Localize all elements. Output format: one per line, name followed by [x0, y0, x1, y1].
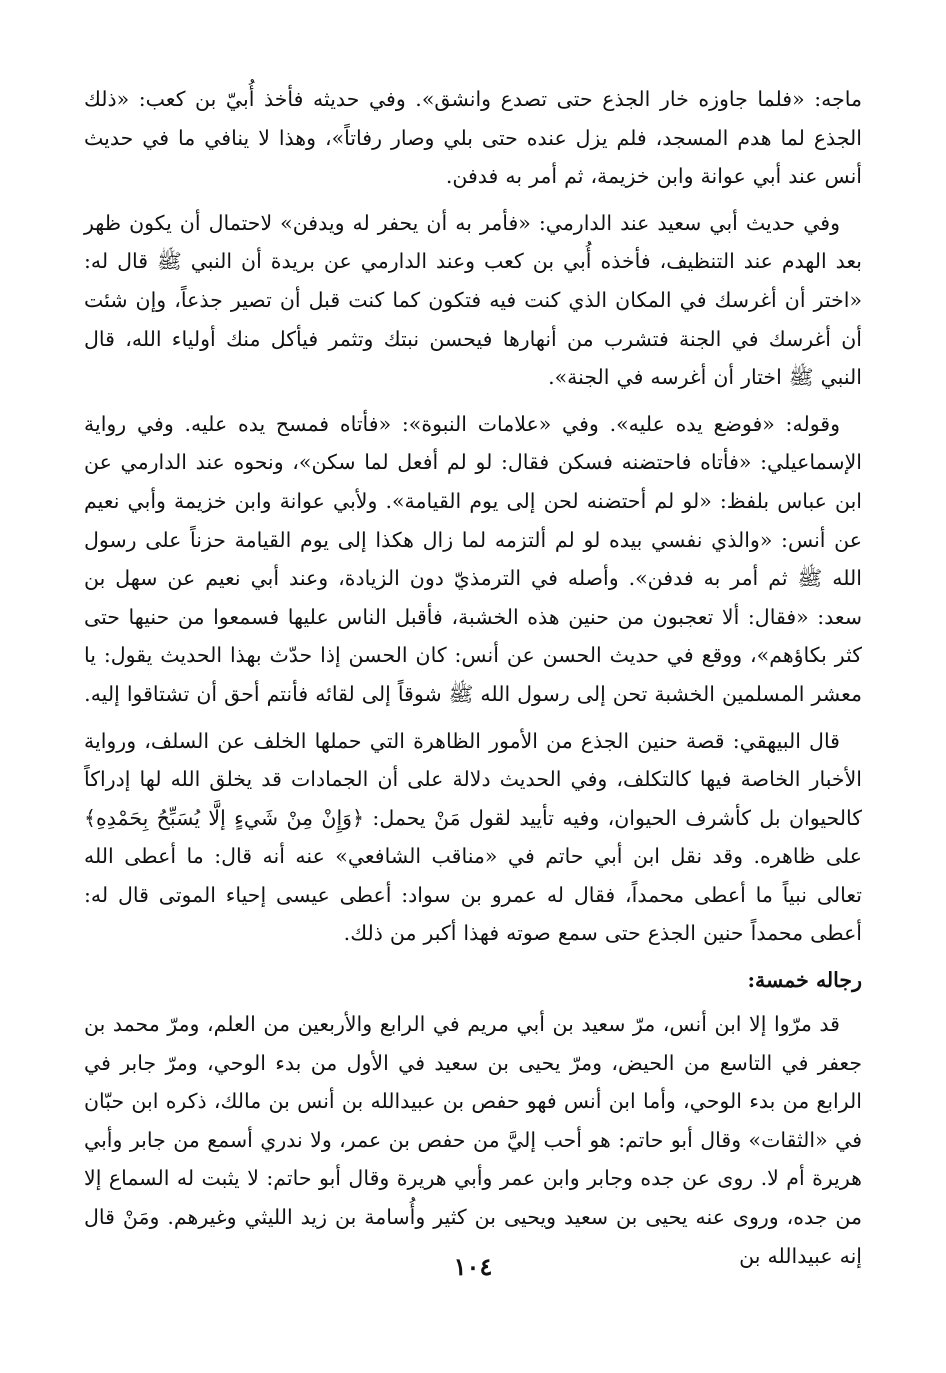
book-page: [84, 80, 862, 1280]
paragraph-1: ماجه: «فلما جاوزه خار الجذع حتى تصدع وانشق». وفي حديثه فأخذ أُبيّ بن كعب: «ذلك الجذع لما هدم المسجد، فلم يزل عنده حتى بلي وصار رفاتاً»، وهذا لا ينافي ما في حديث أنس عند أبي عوانة وابن خزيمة، ثم أمر به فدفن.: [84, 87, 862, 189]
page-number: ١٠٤: [453, 1252, 493, 1281]
paragraph-3: وقوله: «فوضع يده عليه». وفي «علامات النبوة»: «فأتاه فمسح يده عليه. وفي رواية الإسماعيلي: «فأتاه فاحتضنه فسكن فقال: لو لم أفعل لما سكن»، ونحوه عند الدارمي عن ابن عباس بلفظ: «لو لم أحتضنه لحن إلى يوم القيامة». ولأبي عوانة وابن خزيمة وأبي نعيم عن أنس: «والذي نفسي بيده لو لم ألتزمه لما زال هكذا إلى يوم القيامة حزناً على رسول الله ﷺ ثم أمر به فدفن». وأصله في الترمذيّ دون الزيادة، وعند أبي نعيم عن سهل بن سعد: «فقال: ألا تعجبون من حنين هذه الخشبة، فأقبل الناس عليها فسمعوا من حنيها حتى كثر بكاؤهم»، ووقع في حديث الحسن عن أنس: كان الحسن إذا حدّث بهذا الحديث يقول: يا معشر المسلمين الخشبة تحن إلى رسول الله ﷺ شوقاً إلى لقائه فأنتم أحق أن تشتاقوا إليه.: [84, 411, 862, 706]
paragraph-5: قد مرّوا إلا ابن أنس، مرّ سعيد بن أبي مريم في الرابع والأربعين من العلم، ومرّ محمد بن جعفر في التاسع من الحيض، ومرّ يحيى بن سعيد في الأول من بدء الوحي، ومرّ جابر في الرابع من بدء الوحي، وأما ابن أنس فهو حفص بن عبيدالله بن أنس بن مالك، ذكره ابن حبّان في «الثقات» وقال أبو حاتم: هو أحب إليَّ من حفص بن عمر، ولا ندري أسمع من جابر وأبي هريرة أم لا. روى عن جده وجابر وابن عمر وأبي هريرة وقال أبو حاتم: لا يثبت له السماع إلا من جده، وروى عنه يحيى بن سعيد ويحيى بن كثير وأُسامة بن زيد الليثي وغيرهم. ومَنْ قال إنه عبيدالله بن: [84, 1012, 862, 1268]
paragraph-2: وفي حديث أبي سعيد عند الدارمي: «فأمر به أن يحفر له ويدفن» لاحتمال أن يكون ظهر بعد الهدم عند التنظيف، فأخذه أُبي بن كعب وعند الدارمي عن بريدة أن النبي ﷺ قال له: «اختر أن أغرسك في المكان الذي كنت فيه فتكون كما كنت قبل أن تصير جذعاً، وإن شئت أن أغرسك في الجنة فتشرب من أنهارها فيحسن نبتك وتثمر فيأكل منك أولياء الله، قال النبي ﷺ اختار أن أغرسه في الجنة».: [84, 210, 862, 390]
paragraph-4: قال البيهقي: قصة حنين الجذع من الأمور الظاهرة التي حملها الخلف عن السلف، ورواية الأخبار الخاصة فيها كالتكلف، وفي الحديث دلالة على أن الجمادات قد يخلق الله لها إدراكاً كالحيوان بل كأشرف الحيوان، وفيه تأييد لقول مَنْ يحمل: ﴿وَإِنْ مِنْ شَيءٍ إلَّا يُسَبِّحُ بِحَمْدِهِ﴾ على ظاهره. وقد نقل ابن أبي حاتم في «مناقب الشافعي» عنه أنه قال: ما أعطى الله تعالى نبياً ما أعطى محمداً، فقال له عمرو بن سواد: أعطى عيسى إحياء الموتى قال له: أعطى محمداً حنين الجذع حتى سمع صوته فهذا أكبر من ذلك.: [84, 728, 862, 946]
section-heading: رجاله خمسة:: [747, 968, 862, 993]
